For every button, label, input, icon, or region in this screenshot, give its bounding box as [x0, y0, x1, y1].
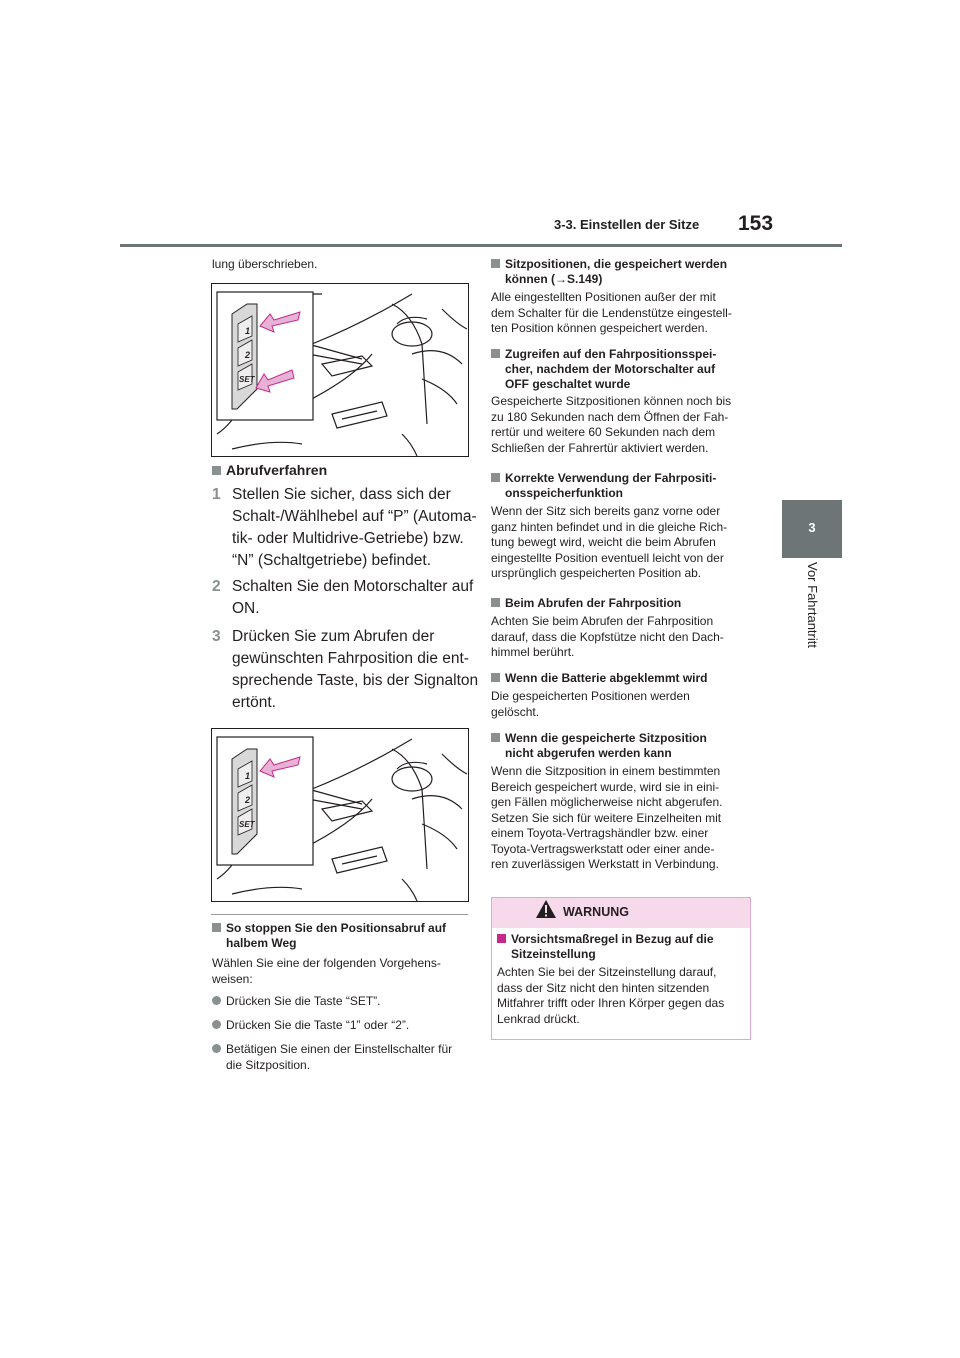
button-2-label: 2 [245, 795, 251, 805]
bullet-dot-icon [212, 996, 221, 1005]
step-number: 1 [212, 486, 221, 503]
step-number: 2 [212, 578, 221, 595]
section-square-icon [491, 598, 500, 607]
section-square-icon [212, 923, 221, 932]
stop-recall-heading: So stoppen Sie den Positionsabruf auf halbem Weg [212, 921, 474, 951]
page-number: 153 [738, 212, 774, 235]
step-text-line: Schalten Sie den Motorschalter auf [232, 578, 474, 595]
step-text-line: Schalt-/Wählhebel auf “P” (Automa- [232, 508, 477, 525]
continuation-text: lung überschrieben. [212, 257, 318, 271]
step-text-line: ertönt. [232, 694, 276, 711]
button-set-label: SET [239, 820, 255, 829]
bullet-dot-icon [212, 1044, 221, 1053]
section-square-icon [491, 673, 500, 682]
car-door-panel-drawing-2 [212, 729, 468, 901]
warning-content: Vorsichtsmaßregel in Bezug auf die Sitzeinstellung Achten Sie bei der Sitzeinstellung darauf, dass der Sitz nicht den hinten sitzenden Mitfahrer trifft oder Ihren Körper gegen das Lenkrad drückt. [497, 932, 725, 1026]
chapter-title: Vor Fahrtantritt [805, 562, 820, 648]
bullet-item: Drücken Sie die Taste “1” oder “2”. [212, 1018, 409, 1034]
section-square-icon [491, 259, 500, 268]
illustration-memory-buttons-1 [211, 283, 469, 457]
step-text-line: Drücken Sie zum Abrufen der [232, 628, 435, 645]
info-section-6: Wenn die gespeicherte Sitzposition nicht abgerufen werden kann Wenn die Sitzposition in einem bestimmten Bereich gespeichert wurde, wird sie in eini- gen Fällen möglicherweise nicht abgerufen. Setzen Sie sich für weitere Einzelheiten mit einem Toyota-Vertragshändler bzw. einer Toyota-Vertragswerkstatt oder einer ande- ren zuverlässigen Werkstatt in Verbindung. [491, 731, 723, 871]
step-text-line: ON. [232, 600, 260, 617]
stop-recall-intro: Wählen Sie eine der folgenden Vorgehens- weisen: [212, 956, 441, 986]
section-square-icon [212, 466, 221, 475]
button-2-label: 2 [245, 350, 251, 360]
recall-procedure-heading: Abrufverfahren [212, 462, 327, 478]
step-text-line: “N” (Schaltgetriebe) befindet. [232, 552, 432, 569]
button-1-label: 1 [245, 771, 251, 781]
button-set-label: SET [239, 375, 255, 384]
info-section-5: Wenn die Batterie abgeklemmt wird Die gespeicherten Positionen werden gelöscht. [491, 671, 708, 719]
section-title: 3-3. Einstellen der Sitze [554, 217, 700, 232]
info-section-1: Sitzpositionen, die gespeichert werden können (→S.149) Alle eingestellten Positionen außer der mit dem Schalter für die Lendenstütze eingestell- ten Position können gespeichert werden. [491, 257, 732, 335]
info-section-2: Zugreifen auf den Fahrpositionsspei- cher, nachdem der Motorschalter auf OFF geschaltet wurde Gespeicherte Sitzpositionen können noch bis zu 180 Sekunden nach dem Öffnen der Fah- rertür und weitere 60 Sekunden nach dem Schließen der Fahrertür aktiviert werden. [491, 347, 732, 455]
info-section-3: Korrekte Verwendung der Fahrpositi- onsspeicherfunktion Wenn der Sitz sich bereits ganz vorne oder ganz hinten befindet und in die gleiche Rich- tung bewegt wird, weicht die beim Abrufen eingestellte Position eventuell leicht von der ursprünglich gespeicherten Position ab. [491, 471, 728, 580]
header-rule [120, 244, 842, 247]
section-square-icon [491, 733, 500, 742]
chapter-title-vertical [782, 562, 842, 682]
step-number: 3 [212, 628, 221, 645]
section-square-icon [491, 349, 500, 358]
bullet-item: Betätigen Sie einen der Einstellschalter für die Sitzposition. [212, 1042, 452, 1073]
car-door-panel-drawing-1 [212, 284, 468, 456]
button-1-label: 1 [245, 326, 251, 336]
bullet-dot-icon [212, 1020, 221, 1029]
step-text-line: gewünschten Fahrposition die ent- [232, 650, 469, 667]
illustration-memory-buttons-2 [211, 728, 469, 902]
warning-title: WARNUNG [563, 905, 629, 919]
bullet-item: Drücken Sie die Taste “SET”. [212, 994, 381, 1010]
step-text-line: Stellen Sie sicher, dass sich der [232, 486, 451, 503]
section-square-icon [491, 473, 500, 482]
info-section-4: Beim Abrufen der Fahrposition Achten Sie beim Abrufen der Fahrposition darauf, dass die Kopfstütze nicht den Dach- himmel berührt. [491, 596, 724, 659]
separator [211, 914, 468, 915]
section-square-icon [497, 934, 506, 943]
step-text-line: tik- oder Multidrive-Getriebe) bzw. [232, 530, 464, 547]
warning-triangle-icon [535, 899, 557, 924]
step-text-line: sprechende Taste, bis der Signalton [232, 672, 479, 689]
chapter-number: 3 [808, 520, 816, 535]
